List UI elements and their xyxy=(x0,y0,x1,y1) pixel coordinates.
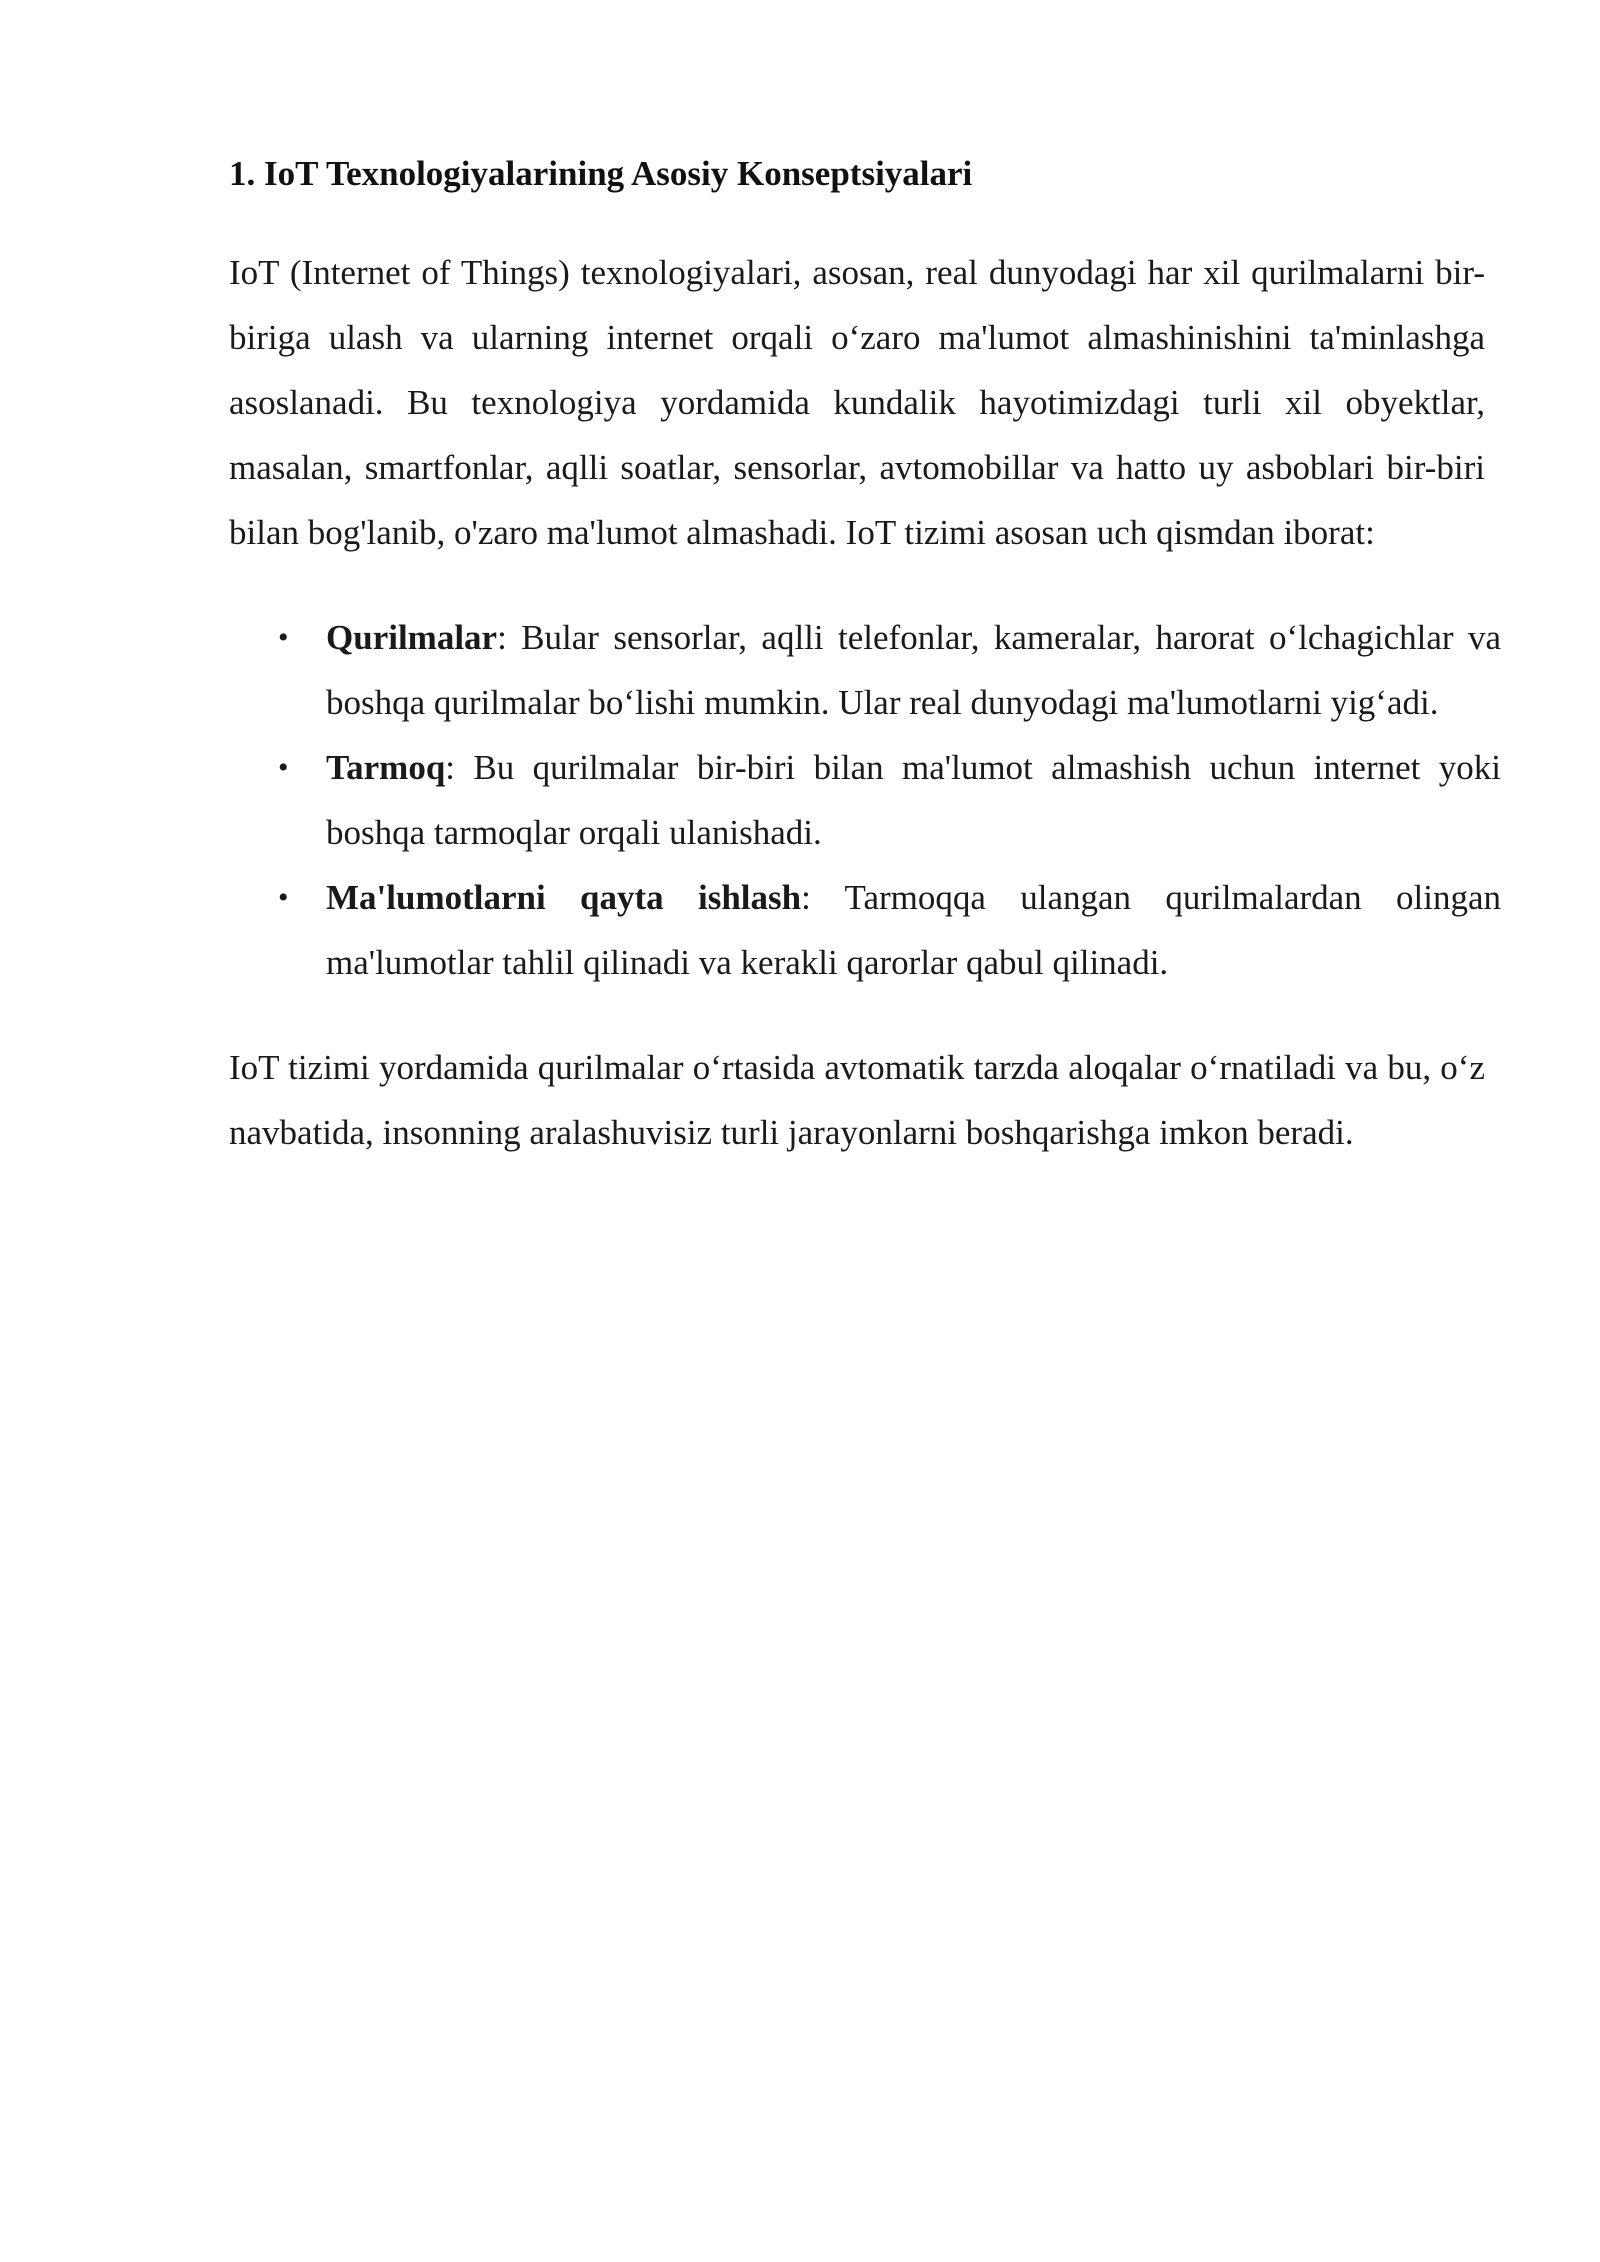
bullet-icon: • xyxy=(278,621,289,654)
section-heading: 1. IoT Texnologiyalarining Asosiy Konseptsiyalari xyxy=(229,154,973,193)
list-item-term: Ma'lumotlarni qayta ishlash xyxy=(326,878,802,917)
document-page xyxy=(229,150,1501,1165)
intro-paragraph: IoT (Internet of Things) texnologiyalari, asosan, real dunyodagi har xil qurilmalarni bir-biriga ulash va ularning internet orqali o‘zaro ma'lumot almashinishini ta'minlashga asoslanadi. Bu texnologiya yordamida kundalik hayotimizdagi turli xil obyektlar, masalan, smartfonlar, aqlli soatlar, sensorlar, avtomobillar va hatto uy asboblari bir-biri bilan bog'lanib, o'zaro ma'lumot almashadi. IoT tizimi asosan uch qismdan iborat: xyxy=(229,253,1485,552)
list-item-data-processing xyxy=(278,865,1501,995)
closing-paragraph: IoT tizimi yordamida qurilmalar o‘rtasida avtomatik tarzda aloqalar o‘rnatiladi va bu, o‘z navbatida, insonning aralashuvisiz turli jarayonlarni boshqarishga imkon beradi. xyxy=(229,1048,1485,1152)
components-list xyxy=(229,605,1501,995)
list-item-text: : Tarmoqqa ulangan qurilmalardan olingan ma'lumotlar tahlil qilinadi va kerakli qarorlar qabul qilinadi. xyxy=(326,878,1501,982)
list-item-devices xyxy=(278,605,1501,735)
list-item-term: Tarmoq xyxy=(326,748,446,787)
bullet-icon: • xyxy=(278,751,289,784)
list-item-term: Qurilmalar xyxy=(326,618,498,657)
list-item-network xyxy=(278,735,1501,865)
bullet-icon: • xyxy=(278,881,289,914)
list-item-text: : Bular sensorlar, aqlli telefonlar, kameralar, harorat o‘lchagichlar va boshqa qurilmalar bo‘lishi mumkin. Ular real dunyodagi ma'lumotlarni yig‘adi. xyxy=(326,618,1501,722)
list-item-text: : Bu qurilmalar bir-biri bilan ma'lumot almashish uchun internet yoki boshqa tarmoqlar orqali ulanishadi. xyxy=(326,748,1501,852)
